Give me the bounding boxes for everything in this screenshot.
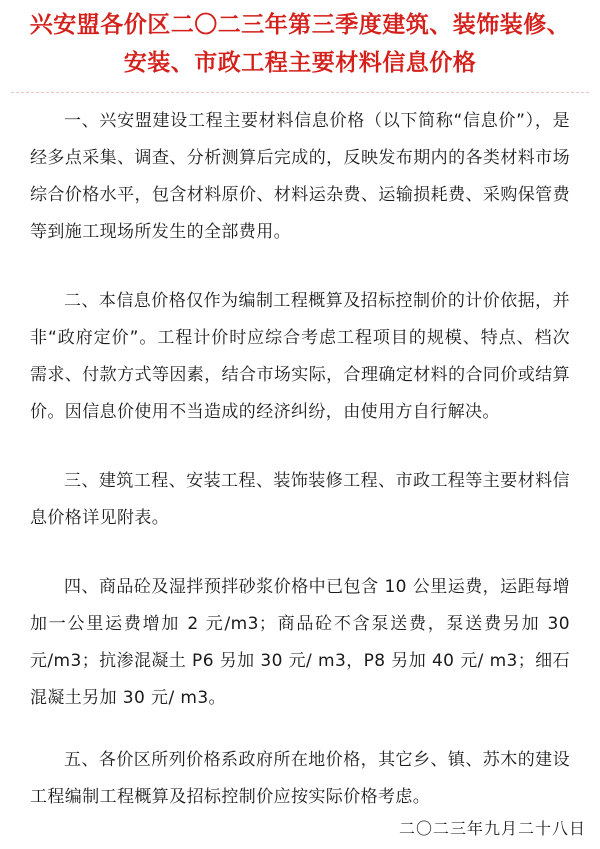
paragraph-3: 三、建筑工程、安装工程、装饰装修工程、市政工程等主要材料信息价格详见附表。 — [30, 471, 570, 528]
paragraph-1: 一、兴安盟建设工程主要材料信息价格（以下简称“信息价”），是经多点采集、调查、分析测算后完成的，反映发布期内的各类材料市场综合价格水平，包含材料原价、材料运杂费、运输损耗费、采购保管费等到施工现场所发生的全部费用。 — [30, 111, 570, 242]
issue-date: 二〇二三年九月二十八日 — [398, 819, 586, 838]
paragraph-4: 四、商品砼及湿拌预拌砂浆价格中已包含 10 公里运费，运距每增加一公里运费增加 2 元/m3；商品砼不含泵送费，泵送费另加 30 元/m3；抗渗混凝土 P6 另加 30 元/ m3，P8 另加 40 元/ m3；细石混凝土另加 30 元/ m3。 — [30, 577, 570, 708]
paragraph-5: 五、各价区所列价格系政府所在地价格，其它乡、镇、苏木的建设工程编制工程概算及招标控制价应按实际价格考虑。 — [30, 750, 570, 807]
title-divider — [11, 92, 589, 93]
title-line-2: 安装、市政工程主要材料信息价格 — [123, 50, 477, 76]
title-line-1: 兴安盟各价区二〇二三年第三季度建筑、装饰装修、 — [29, 12, 571, 38]
document-title — [0, 6, 600, 82]
paragraph-2: 二、本信息价格仅作为编制工程概算及招标控制价的计价依据，并非“政府定价”。工程计价时应综合考虑工程项目的规模、特点、档次需求、付款方式等因素，结合市场实际，合理确定材料的合同价或结算价。因信息价使用不当造成的经济纠纷，由使用方自行解决。 — [30, 291, 570, 422]
